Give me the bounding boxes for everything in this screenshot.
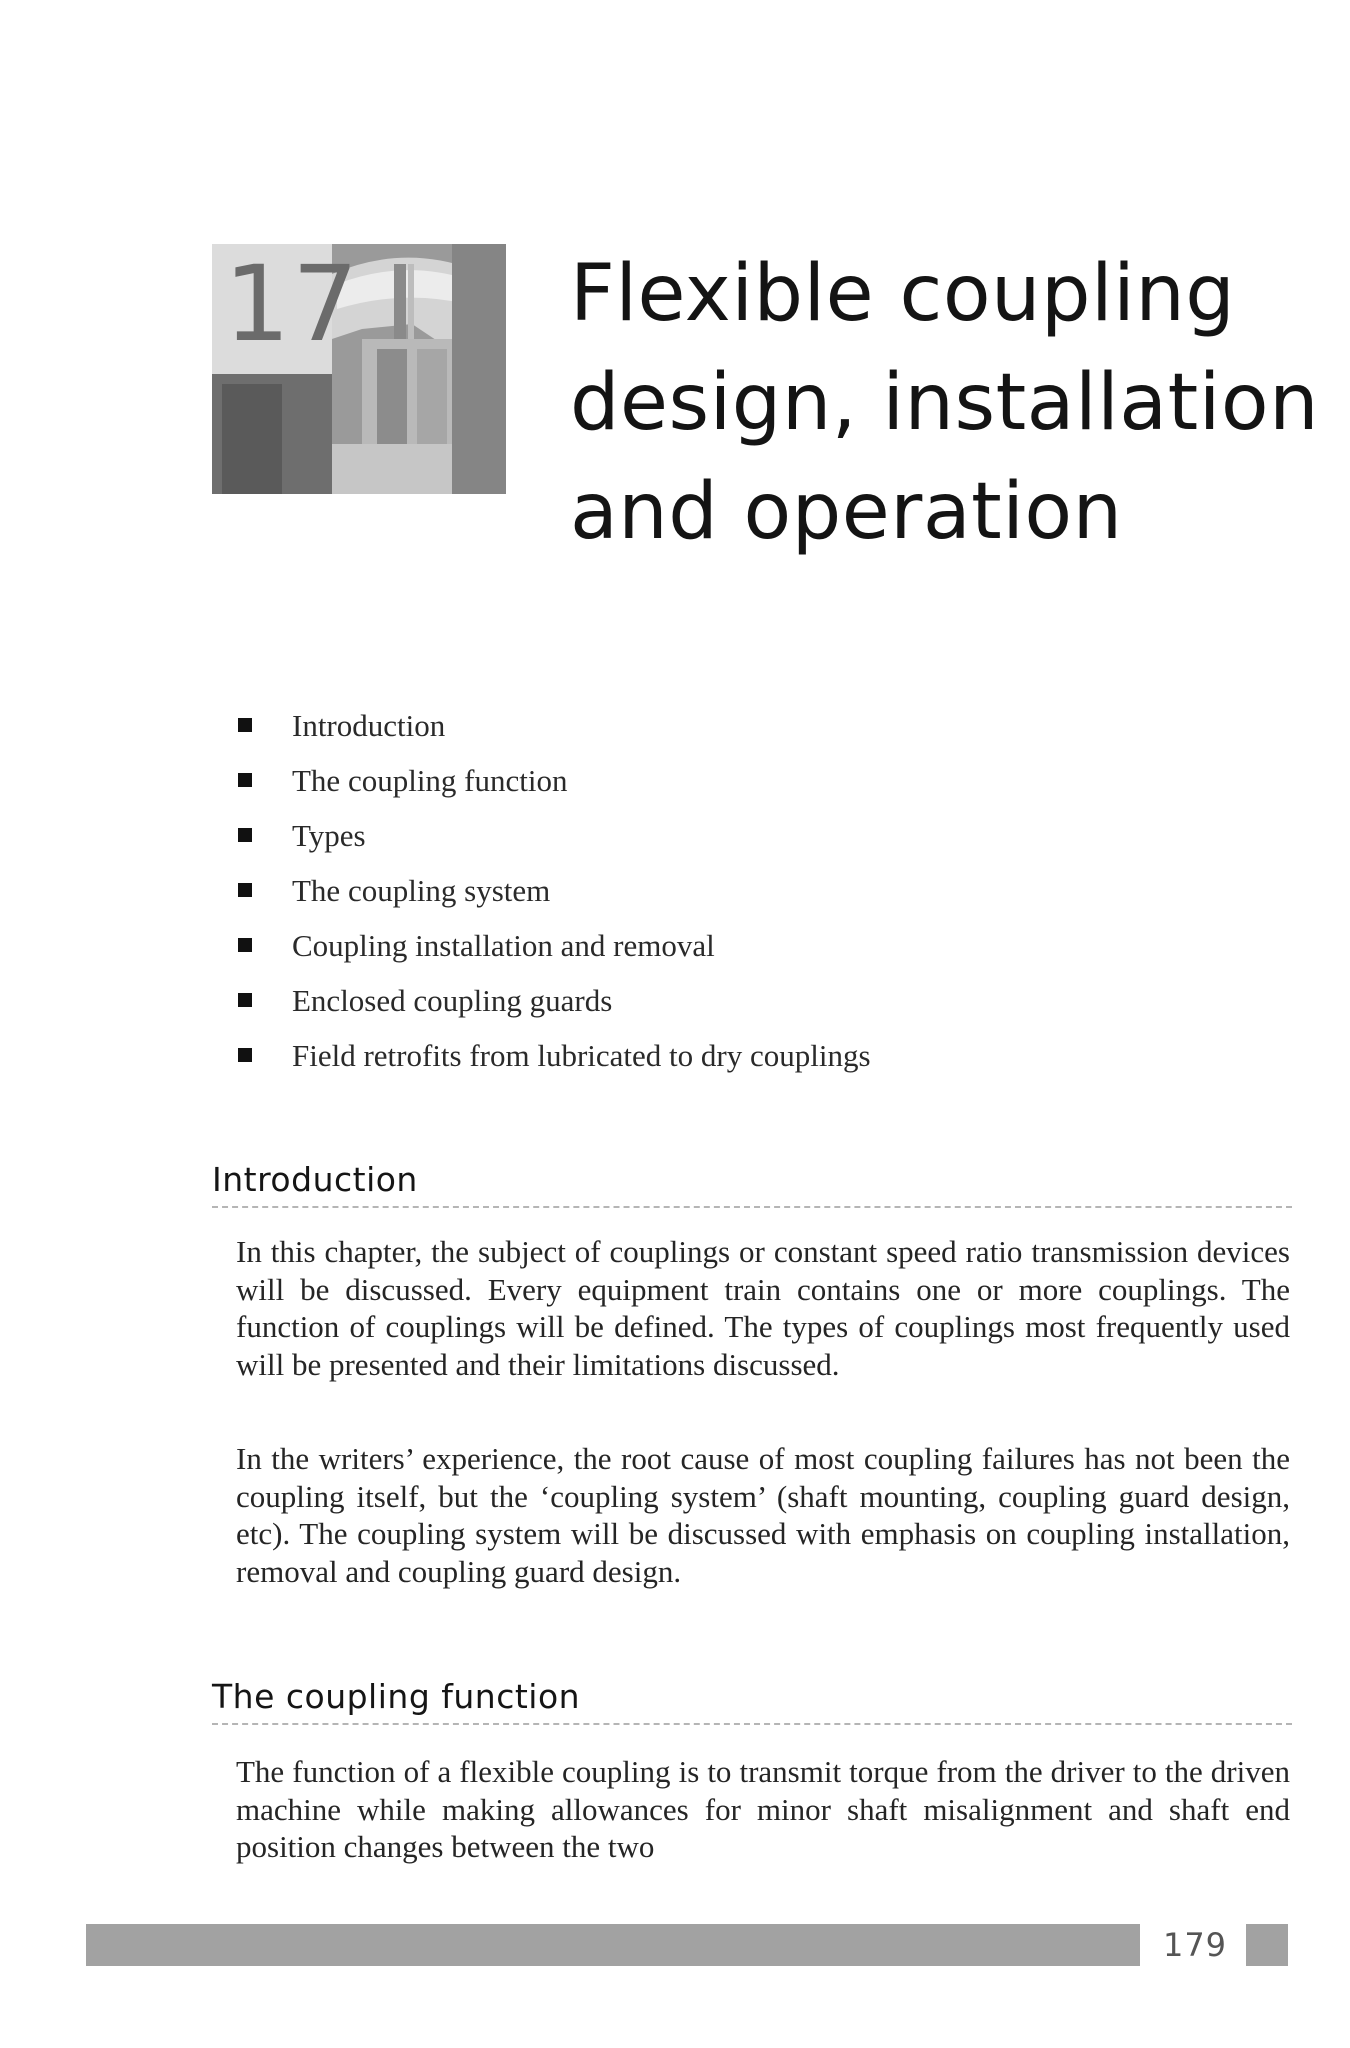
contents-item-label: Field retrofits from lubricated to dry couplings — [292, 1038, 871, 1073]
contents-item-label: The coupling system — [292, 873, 551, 908]
section-divider — [212, 1206, 1292, 1208]
contents-item-label: Types — [292, 818, 366, 853]
contents-item — [238, 808, 871, 863]
contents-item-label: Enclosed coupling guards — [292, 983, 613, 1018]
section-divider — [212, 1723, 1292, 1725]
introduction-paragraph-2: In the writers’ experience, the root cause of most coupling failures has not been the coupling itself, but the ‘coupling system’ (shaft mounting, coupling guard design, etc). The coupling system will be discussed with emphasis on coupling installation, removal and coupling guard design. — [236, 1441, 1290, 1589]
chapter-title: Flexible coupling design, installation and operation — [570, 249, 1320, 557]
square-bullet-icon — [238, 883, 252, 897]
contents-item — [238, 1028, 871, 1083]
footer-block — [1246, 1924, 1288, 1966]
chapter-number: 17 — [224, 243, 361, 365]
footer-bar — [86, 1924, 1140, 1966]
square-bullet-icon — [238, 1048, 252, 1062]
contents-item-label: Introduction — [292, 708, 446, 743]
coupling-function-paragraph-1: The function of a flexible coupling is to transmit torque from the driver to the driven machine while making allowances for minor shaft misalignment and shaft end position changes between the two — [236, 1754, 1290, 1864]
contents-item — [238, 698, 871, 753]
chapter-contents-list — [238, 698, 871, 1083]
square-bullet-icon — [238, 718, 252, 732]
introduction-paragraph-1: In this chapter, the subject of couplings or constant speed ratio transmission devices will be discussed. Every equipment train contains one or more couplings. The function of couplings will be defined. The types of couplings most frequently used will be presented and their limitations discussed. — [236, 1234, 1290, 1382]
square-bullet-icon — [238, 993, 252, 1007]
contents-item — [238, 918, 871, 973]
square-bullet-icon — [238, 773, 252, 787]
contents-item — [238, 863, 871, 918]
section-heading-introduction: Introduction — [212, 1160, 418, 1199]
contents-item — [238, 753, 871, 808]
page-number: 179 — [1162, 1926, 1228, 1964]
section-heading-coupling-function: The coupling function — [212, 1677, 581, 1716]
contents-item-label: The coupling function — [292, 763, 568, 798]
square-bullet-icon — [238, 828, 252, 842]
contents-item — [238, 973, 871, 1028]
contents-item-label: Coupling installation and removal — [292, 928, 715, 963]
square-bullet-icon — [238, 938, 252, 952]
